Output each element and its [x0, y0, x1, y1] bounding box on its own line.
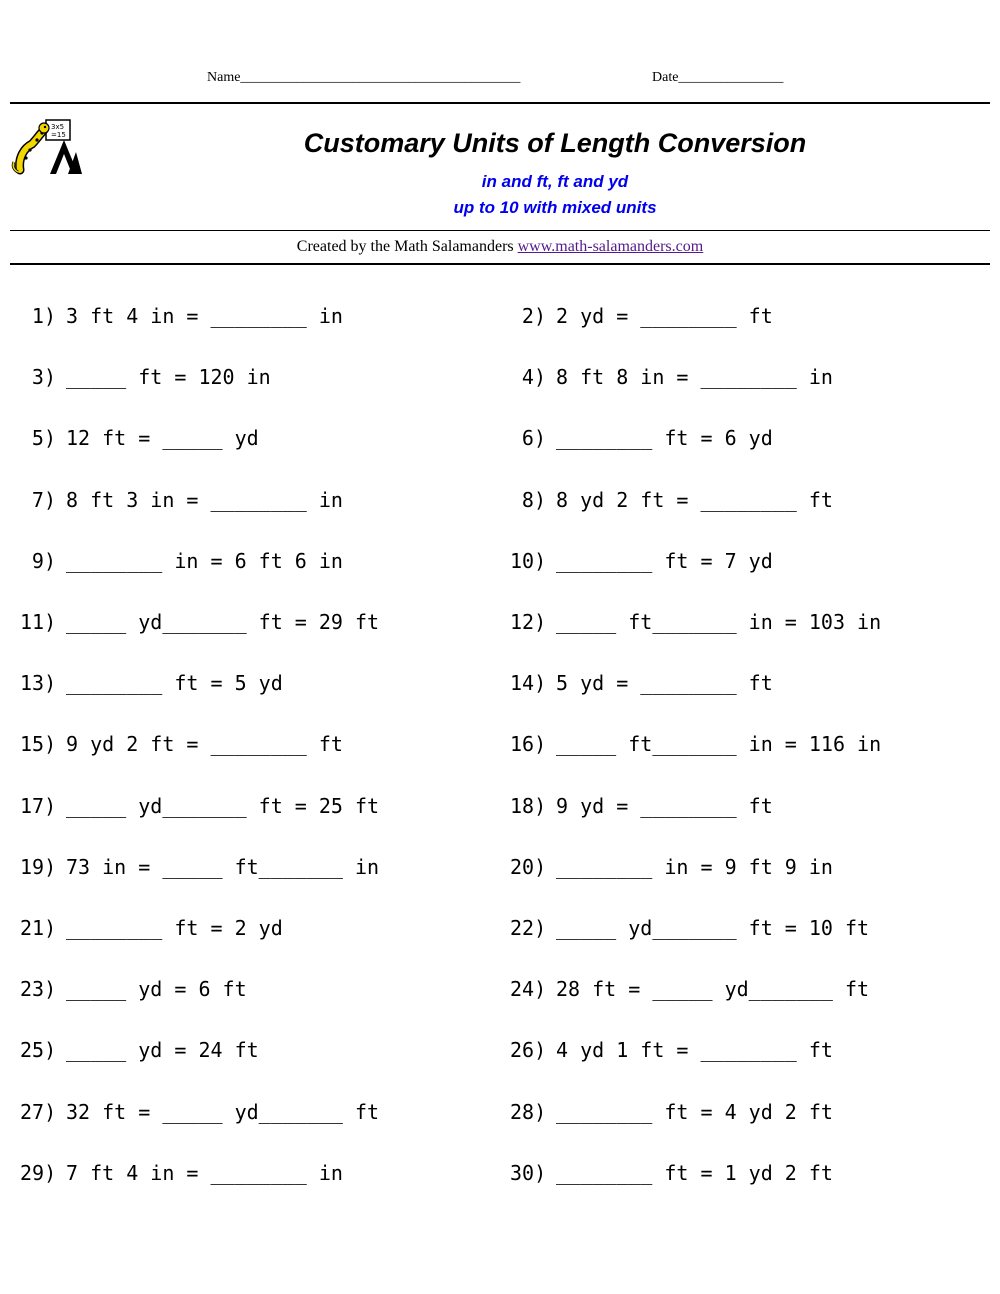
question-text[interactable]: 8 yd 2 ft = ________ ft: [556, 487, 833, 512]
question-text[interactable]: ________ ft = 2 yd: [66, 916, 283, 940]
question-number: 18): [510, 793, 547, 818]
question-number: 28): [510, 1099, 547, 1124]
question-text[interactable]: ________ ft = 5 yd: [66, 671, 283, 696]
name-date-row: [0, 70, 1000, 90]
question-19: [20, 855, 379, 879]
question-number: 20): [510, 854, 547, 879]
question-number: 9): [31, 548, 56, 573]
question-number: 26): [510, 1038, 547, 1063]
question-text[interactable]: ________ ft = 6 yd: [556, 426, 773, 451]
question-5: [20, 426, 259, 450]
question-number: 25): [20, 1038, 57, 1063]
question-15: [20, 732, 343, 756]
question-number: 8): [521, 487, 546, 512]
question-text[interactable]: ________ ft = 4 yd 2 ft: [556, 1099, 833, 1124]
credit-top-divider: [10, 230, 990, 231]
question-1: [20, 304, 343, 328]
question-16: [510, 732, 881, 756]
credit-bottom-divider: [10, 263, 990, 265]
header-divider: [10, 102, 990, 104]
question-text[interactable]: 8 ft 3 in = ________ in: [66, 487, 343, 512]
question-13: [20, 671, 283, 695]
question-27: [20, 1100, 379, 1124]
question-23: [20, 977, 247, 1001]
question-number: 2): [521, 304, 546, 328]
question-number: 5): [31, 426, 56, 451]
question-8: [510, 488, 833, 512]
question-number: 7): [31, 487, 56, 512]
question-6: [510, 426, 773, 450]
question-9: [20, 549, 343, 573]
question-text[interactable]: _____ yd = 24 ft: [66, 1038, 259, 1063]
question-number: 12): [510, 610, 547, 634]
salamander-logo-icon: [10, 118, 84, 176]
question-text[interactable]: _____ ft = 120 in: [66, 365, 271, 390]
question-number: 19): [20, 854, 57, 879]
question-number: 17): [20, 793, 57, 818]
date-field[interactable]: Date_______________: [652, 70, 784, 85]
question-text[interactable]: 9 yd = ________ ft: [556, 793, 773, 818]
question-number: 14): [510, 671, 547, 696]
question-12: [510, 610, 881, 634]
question-18: [510, 794, 773, 818]
question-number: 22): [510, 916, 547, 940]
question-text[interactable]: _____ ft_______ in = 103 in: [556, 610, 882, 634]
worksheet-subtitle-1: in and ft, ft and yd: [481, 172, 629, 191]
question-3: [20, 365, 271, 389]
question-17: [20, 794, 379, 818]
question-text[interactable]: 7 ft 4 in = ________ in: [66, 1160, 343, 1185]
question-14: [510, 671, 773, 695]
worksheet-subtitle-2: up to 10 with mixed units: [453, 198, 657, 217]
question-text[interactable]: _____ ft_______ in = 116 in: [556, 732, 882, 757]
question-7: [20, 488, 343, 512]
question-text[interactable]: 4 yd 1 ft = ________ ft: [556, 1038, 833, 1063]
question-text[interactable]: 3 ft 4 in = ________ in: [66, 304, 343, 328]
question-text[interactable]: _____ yd_______ ft = 10 ft: [556, 916, 870, 940]
credit-link[interactable]: www.math-salamanders.com: [517, 238, 704, 255]
question-text[interactable]: 28 ft = _____ yd_______ ft: [556, 977, 870, 1002]
question-4: [510, 365, 833, 389]
question-10: [510, 549, 773, 573]
question-text[interactable]: 8 ft 8 in = ________ in: [556, 365, 833, 390]
name-field[interactable]: Name________________________________________: [207, 70, 521, 85]
question-number: 6): [521, 426, 546, 451]
question-number: 11): [20, 610, 57, 634]
question-number: 13): [20, 671, 57, 696]
question-2: [510, 304, 773, 328]
question-24: [510, 977, 869, 1001]
question-number: 27): [20, 1099, 57, 1124]
question-text[interactable]: 2 yd = ________ ft: [556, 304, 773, 328]
question-number: 24): [510, 977, 547, 1002]
question-text[interactable]: 12 ft = _____ yd: [66, 426, 259, 451]
question-number: 29): [20, 1160, 57, 1185]
question-text[interactable]: 5 yd = ________ ft: [556, 671, 773, 696]
question-text[interactable]: 32 ft = _____ yd_______ ft: [66, 1099, 380, 1124]
question-number: 4): [521, 365, 546, 390]
question-text[interactable]: _____ yd_______ ft = 25 ft: [66, 793, 380, 818]
question-30: [510, 1161, 833, 1185]
question-text[interactable]: ________ ft = 1 yd 2 ft: [556, 1160, 833, 1185]
question-number: 10): [510, 548, 547, 573]
worksheet-title: Customary Units of Length Conversion: [303, 128, 807, 158]
question-text[interactable]: ________ ft = 7 yd: [556, 548, 773, 573]
question-28: [510, 1100, 833, 1124]
question-number: 1): [31, 304, 56, 328]
question-number: 21): [20, 916, 57, 940]
question-number: 16): [510, 732, 547, 757]
question-number: 3): [31, 365, 56, 390]
question-22: [510, 916, 869, 940]
credit-text: Created by the Math Salamanders: [296, 238, 518, 255]
question-text[interactable]: 9 yd 2 ft = ________ ft: [66, 732, 343, 757]
question-29: [20, 1161, 343, 1185]
svg-text:3x5: 3x5: [51, 123, 65, 131]
question-25: [20, 1038, 259, 1062]
svg-text:=15: =15: [51, 131, 66, 139]
question-number: 30): [510, 1160, 547, 1185]
question-text[interactable]: _____ yd_______ ft = 29 ft: [66, 610, 380, 634]
question-11: [20, 610, 379, 634]
question-26: [510, 1038, 833, 1062]
question-number: 15): [20, 732, 57, 757]
question-number: 23): [20, 977, 57, 1002]
question-21: [20, 916, 283, 940]
question-text[interactable]: _____ yd = 6 ft: [66, 977, 247, 1002]
question-text[interactable]: ________ in = 9 ft 9 in: [556, 854, 833, 879]
question-text[interactable]: ________ in = 6 ft 6 in: [66, 548, 343, 573]
credit-line: [0, 238, 1000, 256]
question-text[interactable]: 73 in = _____ ft_______ in: [66, 854, 380, 879]
question-20: [510, 855, 833, 879]
